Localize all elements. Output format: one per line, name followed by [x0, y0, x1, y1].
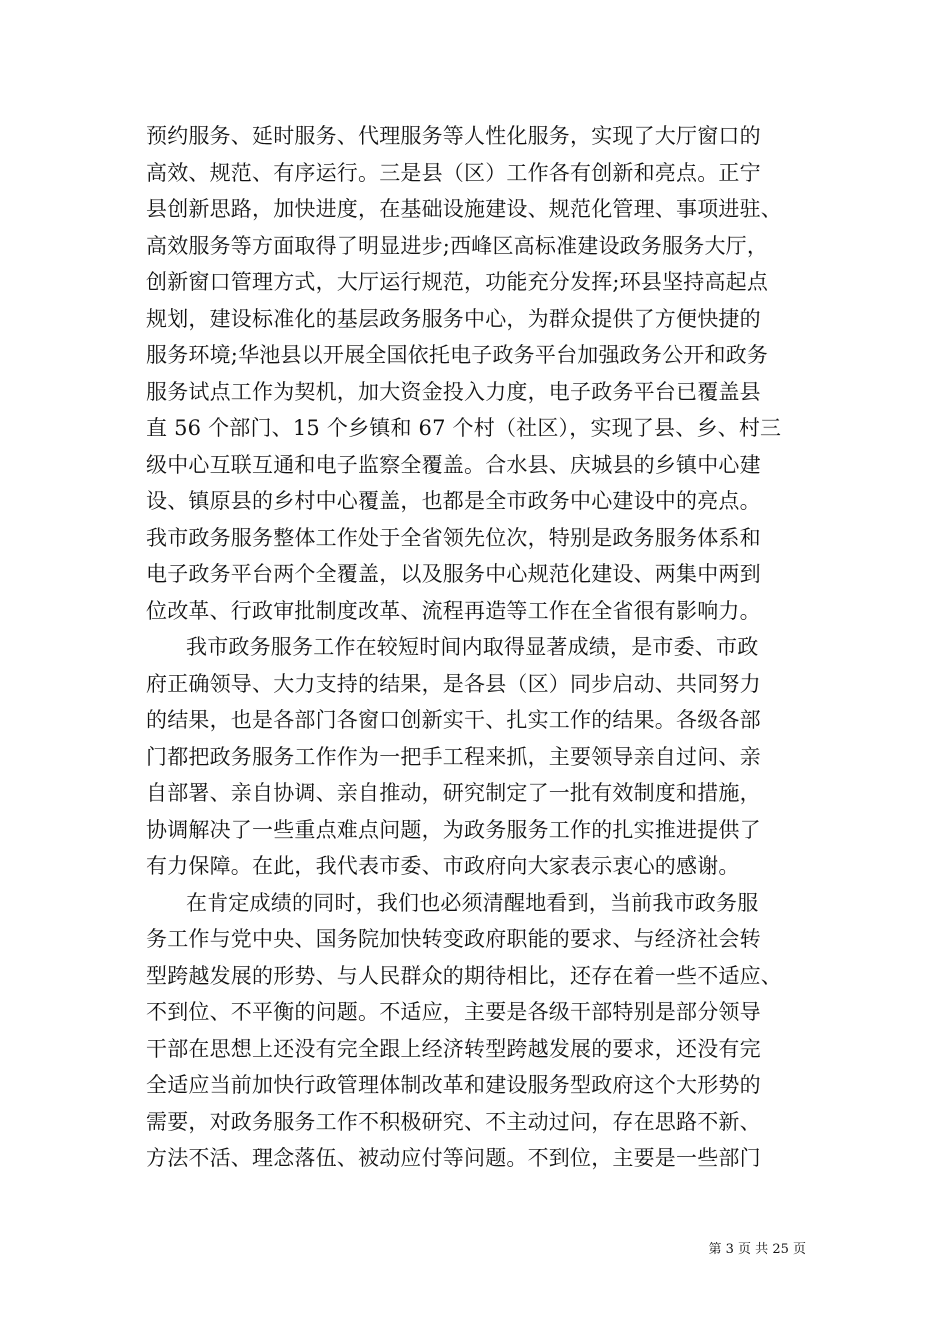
text-line: 服务环境;华池县以开展全国依托电子政务平台加强政务公开和政务: [146, 343, 769, 367]
text-line: 高效、规范、有序运行。三是县（区）工作各有创新和亮点。正宁: [146, 160, 761, 185]
text-line: 设、镇原县的乡村中心覆盖，也都是全市政务中心建设中的亮点。: [146, 489, 761, 513]
text-line: 服务试点工作为契机，加大资金投入力度，电子政务平台已覆盖县: [146, 379, 761, 404]
text-line: 我市政务服务工作在较短时间内取得显著成绩，是市委、市政: [186, 635, 759, 659]
page-number: 第 3 页 共 25 页: [708, 1242, 806, 1257]
text-line: 自部署、亲自协调、亲自推动，研究制定了一批有效制度和措施，: [146, 781, 761, 805]
text-line: 我市政务服务整体工作处于全省领先位次，特别是政务服务体系和: [146, 525, 761, 550]
text-line: 不到位、不平衡的问题。不适应，主要是各级干部特别是部分领导: [146, 1000, 761, 1024]
text-line: 的结果，也是各部门各窗口创新实干、扎实工作的结果。各级各部: [146, 708, 761, 732]
text-line: 规划，建设标准化的基层政务服务中心，为群众提供了方便快捷的: [146, 306, 761, 331]
text-line: 全适应当前加快行政管理体制改革和建设服务型政府这个大形势的: [146, 1073, 761, 1097]
text-line: 型跨越发展的形势、与人民群众的期待相比，还存在着一些不适应、: [146, 963, 782, 988]
text-line: 门都把政务服务工作作为一把手工程来抓，主要领导亲自过问、亲: [146, 744, 761, 769]
text-line: 府正确领导、大力支持的结果，是各县（区）同步启动、共同努力: [146, 671, 761, 696]
text-line: 在肯定成绩的同时，我们也必须清醒地看到，当前我市政务服: [186, 890, 759, 915]
text-line: 需要，对政务服务工作不积极研究、不主动过问，存在思路不新、: [146, 1109, 761, 1134]
text-line: 创新窗口管理方式，大厅运行规范，功能充分发挥;环县坚持高起点: [146, 270, 769, 294]
text-line: 高效服务等方面取得了明显进步;西峰区高标准建设政务服务大厅，: [146, 233, 769, 258]
text-line: 方法不活、理念落伍、被动应付等问题。不到位，主要是一些部门: [146, 1146, 761, 1170]
text-line: 协调解决了一些重点难点问题，为政务服务工作的扎实推进提供了: [146, 817, 761, 842]
text-line: 县创新思路，加快进度，在基础设施建设、规范化管理、事项进驻、: [146, 197, 782, 221]
text-line: 直 56 个部门、15 个乡镇和 67 个村（社区），实现了县、乡、村三: [146, 416, 782, 440]
text-line: 级中心互联互通和电子监察全覆盖。合水县、庆城县的乡镇中心建: [146, 452, 761, 477]
body-text: [146, 118, 806, 1177]
text-line: 务工作与党中央、国务院加快转变政府职能的要求、与经济社会转: [146, 927, 761, 951]
text-line: 有力保障。在此，我代表市委、市政府向大家表示衷心的感谢。: [146, 854, 740, 878]
text-line: 电子政务平台两个全覆盖，以及服务中心规范化建设、两集中两到: [146, 562, 761, 586]
text-line: 位改革、行政审批制度改革、流程再造等工作在全省很有影响力。: [146, 598, 761, 623]
text-line: 预约服务、延时服务、代理服务等人性化服务，实现了大厅窗口的: [146, 124, 761, 148]
text-line: 干部在思想上还没有完全跟上经济转型跨越发展的要求，还没有完: [146, 1036, 761, 1061]
